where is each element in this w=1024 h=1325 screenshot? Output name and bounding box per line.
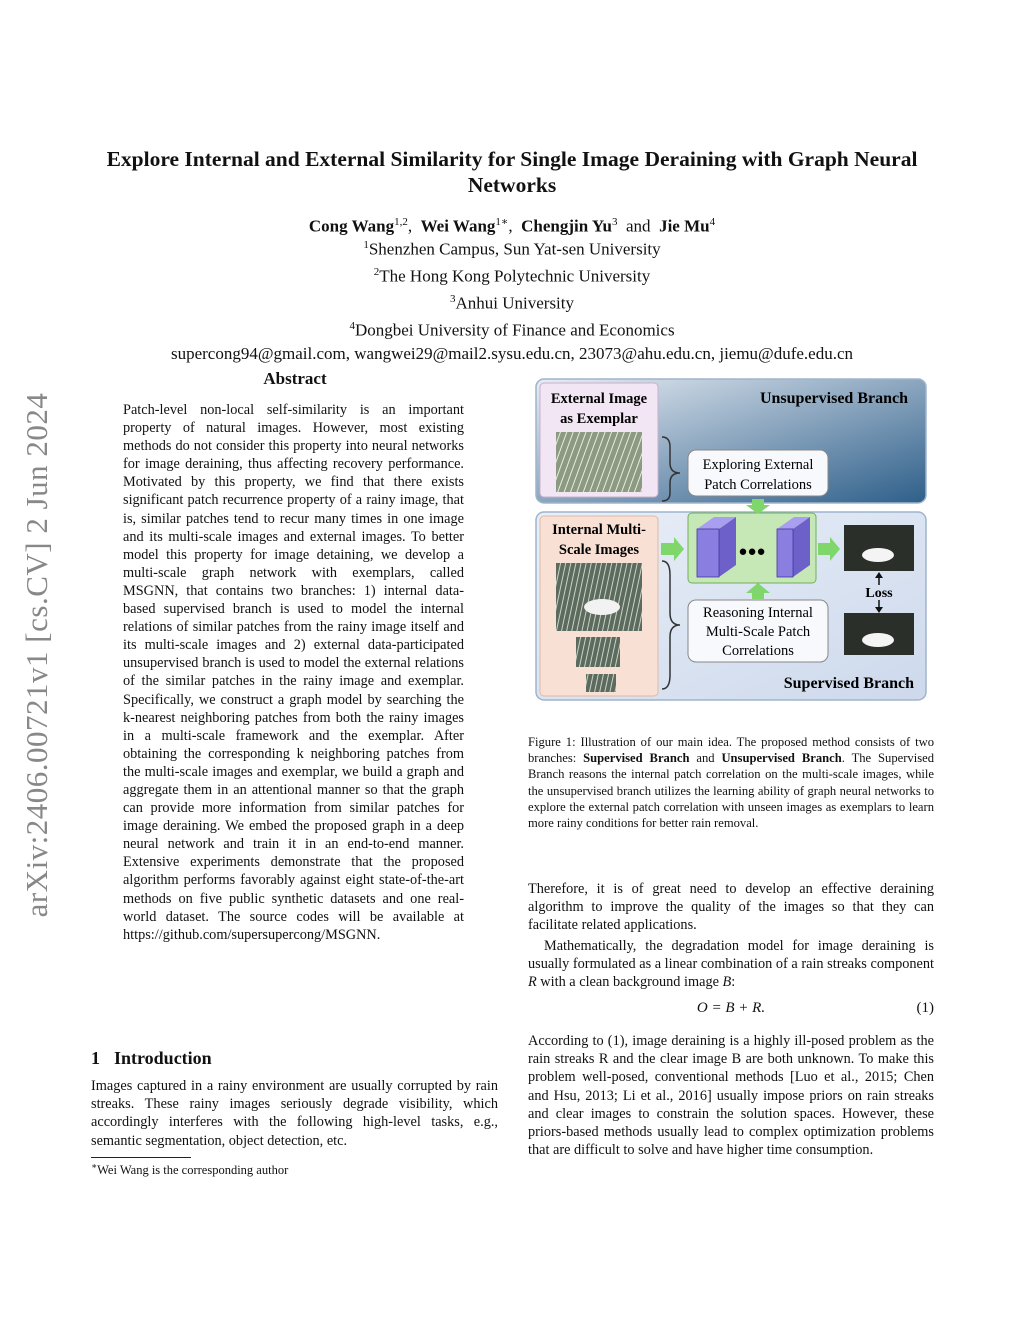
- section-number: 1: [91, 1048, 100, 1068]
- author-affil-mark: 1,2: [394, 216, 408, 228]
- footnote: [91, 1161, 288, 1178]
- internal-label-line1: Internal Multi-: [552, 522, 646, 538]
- affiliation-list: [100, 234, 924, 366]
- reasoning-label-line1: Reasoning Internal: [703, 605, 813, 621]
- caption-bold-supervised: Supervised Branch: [583, 751, 690, 766]
- abstract-heading: Abstract: [263, 369, 327, 388]
- affil-text: Dongbei University of Finance and Economics: [354, 320, 675, 340]
- footnote-text: Wei Wang is the corresponding author: [97, 1163, 289, 1178]
- exemplar-image: [556, 432, 642, 492]
- introduction-paragraph: Images captured in a rainy environment are usually corrupted by rain streaks. These rainy images seriously degrade visibility, which accordingly interferes with the following high-level tasks, e.g., semantic segmentation, object detection, etc.: [91, 1078, 498, 1149]
- author-name: Chengjin Yu: [521, 216, 613, 236]
- loss-label: Loss: [865, 586, 893, 601]
- paragraph-text: Mathematically, the degradation model for image deraining is usually formulated as a linear combination of a rain streaks component: [528, 938, 934, 973]
- caption-bold-unsupervised: Unsupervised Branch: [721, 751, 842, 766]
- body-paragraph-2: [528, 937, 934, 992]
- rainy-image-large: [556, 563, 642, 631]
- figure-1: [528, 375, 934, 705]
- body-paragraph-1: Therefore, it is of great need to develop an effective deraining algorithm to improve the quality of the images so that they can facilitate related applications.: [528, 881, 934, 934]
- rainy-image-medium: [576, 637, 620, 667]
- author-affil-mark: 4: [709, 216, 716, 228]
- reasoning-label-line2: Multi-Scale Patch: [705, 624, 811, 640]
- affil-mark: 3: [449, 293, 456, 306]
- author-name: Jie Mu: [659, 216, 710, 236]
- author-emails[interactable]: supercong94@gmail.com, wangwei29@mail2.sysu.edu.cn, 23073@ahu.edu.cn, jiemu@dufe.edu.cn: [170, 344, 854, 364]
- paragraph-text: with a clean background image: [536, 974, 723, 991]
- reasoning-label-line3: Correlations: [722, 643, 794, 659]
- figure-1-diagram: [528, 375, 934, 705]
- paragraph-text: :: [731, 974, 736, 991]
- caption-text: Figure 1: Illustration of our main idea. The proposed method consists of two branches:: [528, 735, 934, 766]
- affil-text: Shenzhen Campus, Sun Yat-sen University: [368, 239, 661, 259]
- caption-text: . The Supervised Branch reasons the internal patch correlation on the multi-scale images, while the unsupervised branch utilizes the learning ability of graph neural networks to explore the external patch correlation with unseen images as exemplars to learn more rainy conditions for better rain removal.: [528, 751, 935, 831]
- affiliation-line: [100, 315, 924, 342]
- swan-shape: [584, 599, 620, 615]
- section-heading-introduction: [91, 1048, 212, 1069]
- equation-number: (1): [916, 1000, 934, 1016]
- gt-swan: [862, 633, 894, 647]
- output-swan: [862, 548, 894, 562]
- abstract-text: Patch-level non-local self-similarity is an important property of natural images. However, most existing methods do not consider this property into neural networks for image deraining, thus affecting recovery performance. Motivated by this property, we find that there exists significant patch recurrence property of a rainy image, that is, similar patches tend to recur many times in one image and its multi-scale images and external images. To better model this property for image detaining, we develop a multi-scale graph network with exemplars, called MSGNN, that contains two branches: 1) internal data-based supervised branch is used to model the internal relations of similar patches from the rainy image itself and its multi-scale images and 2) external data-participated unsupervised branch is used to model the external relations of the similar patches in the rainy image and exemplar. Specifically, we construct a graph model by searching the k-nearest neighboring patches from both the rainy images in a multi-scale framework and the exemplar. After obtaining the corresponding k neighboring patches from the multi-scale images and exemplar, we build a graph and aggregate them in an attentional manner so that the graph can provide more information from similar patches for image deraining. We embed the proposed graph in a deep neural network and train it in an end-to-end manner. Extensive experiments demonstrate that the proposed algorithm performs favorably against eight state-of-the-art methods on five public synthetic datasets and one real-world dataset. The source codes will be available at https://github.com/supersupercong/MSGNN.: [123, 402, 464, 943]
- exploring-label-line2: Patch Correlations: [704, 477, 812, 493]
- affil-mark: 4: [349, 320, 355, 333]
- arxiv-side-stamp: [14, 370, 60, 940]
- cube-left: [697, 529, 719, 577]
- exploring-label-line1: Exploring External: [702, 457, 814, 473]
- figure-1-caption: [528, 734, 934, 831]
- affiliation-line: [100, 234, 924, 261]
- affil-mark: 2: [373, 266, 380, 279]
- math-symbol-r: R: [528, 974, 537, 991]
- author-affil-mark: 3: [612, 216, 618, 228]
- affil-text: Anhui University: [455, 293, 575, 313]
- author-and: and: [626, 216, 651, 236]
- external-label-line2: as Exemplar: [560, 411, 638, 427]
- author-name: Wei Wang: [420, 216, 496, 236]
- affiliation-line: [100, 288, 924, 315]
- derained-output-image: [844, 525, 914, 571]
- body-paragraph-3: According to (1), image deraining is a highly ill-posed problem as the rain streaks R and the clear image B are both unknown. To make this problem well-posed, conventional methods [Luo et al., 2015; Chen and Hsu, 2013; Li et al., 2016] usually impose priors on rain streaks and clear images to constrain the solution spaces. However, these priors-based methods usually lead to complex optimization problems that are difficult to solve and have higher time consumption.: [528, 1033, 934, 1159]
- affil-mark: 1: [363, 239, 369, 251]
- internal-label-line2: Scale Images: [558, 542, 640, 558]
- author-list: Cong Wang$^{1,2}$, Wei Wang$^{1∗}$, Chengjin Yu$^3$ and Jie Mu$^4$: [308, 216, 716, 236]
- math-symbol-b: B: [722, 974, 732, 991]
- paper-title: Explore Internal and External Similarity for Single Image Deraining with Graph Neural Networks: [106, 147, 918, 197]
- affil-text: The Hong Kong Polytechnic University: [379, 266, 651, 286]
- external-label-line1: External Image: [550, 391, 648, 407]
- section-title: Introduction: [114, 1048, 212, 1068]
- equation-body: O = B + R.: [696, 1000, 766, 1016]
- author-affil-mark: 1∗: [495, 216, 509, 228]
- ellipsis-dots: ●●●: [738, 544, 766, 560]
- supervised-branch-label: Supervised Branch: [783, 675, 914, 692]
- author-name: Cong Wang: [308, 216, 395, 236]
- cube-right: [777, 529, 793, 577]
- rainy-image-small: [586, 674, 616, 692]
- caption-text: and: [689, 751, 722, 766]
- footnote-divider: [91, 1157, 191, 1158]
- affiliation-line: [100, 261, 924, 288]
- unsupervised-branch-label: Unsupervised Branch: [759, 390, 908, 407]
- footnote-mark: ∗: [91, 1161, 98, 1171]
- arxiv-id-text: arXiv:2406.00721v1 [cs.CV] 2 Jun 2024: [19, 392, 54, 918]
